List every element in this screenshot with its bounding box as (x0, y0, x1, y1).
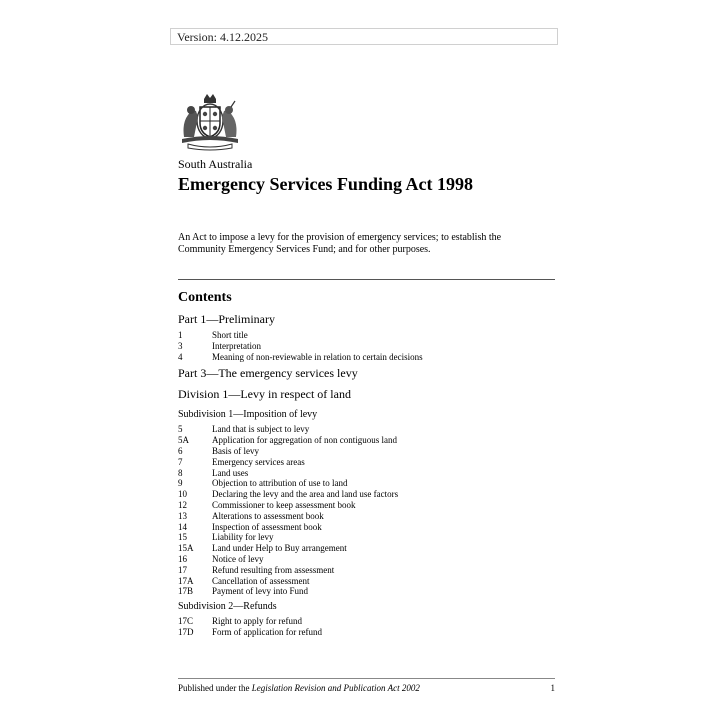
toc-entry[interactable] (178, 330, 555, 341)
toc-subdivision-2-heading[interactable]: Subdivision 2—Refunds (178, 601, 277, 613)
toc-entry-number: 17B (178, 586, 194, 597)
page-number: 1 (550, 683, 555, 693)
toc-entry-number: 3 (178, 340, 183, 351)
divider-top (178, 279, 555, 280)
toc-entry-label: Basis of levy (212, 445, 259, 456)
toc-entry-label: Land uses (212, 467, 249, 478)
toc-part-3-heading[interactable]: Part 3—The emergency services levy (178, 366, 358, 381)
table-of-contents (178, 312, 555, 638)
toc-subdivision-1-list (178, 424, 555, 597)
coat-of-arms-icon (178, 93, 242, 151)
toc-entry-label: Application for aggregation of non contiguous land (212, 435, 397, 446)
toc-entry-label: Land that is subject to levy (212, 424, 310, 435)
toc-entry[interactable] (178, 586, 555, 597)
toc-entry-number: 8 (178, 467, 183, 478)
version-label: Version: 4.12.2025 (170, 28, 558, 45)
toc-entry-label: Liability for levy (212, 532, 274, 543)
toc-entry-number: 4 (178, 351, 183, 362)
toc-entry-label: Meaning of non-reviewable in relation to certain decisions (212, 351, 423, 362)
toc-entry[interactable] (178, 424, 555, 435)
toc-entry[interactable] (178, 478, 555, 489)
toc-part-1-list (178, 330, 555, 362)
toc-entry[interactable] (178, 627, 555, 638)
toc-entry-label: Alterations to assessment book (212, 510, 324, 521)
toc-subdivision-1-heading[interactable]: Subdivision 1—Imposition of levy (178, 409, 318, 421)
page-footer (178, 683, 555, 693)
toc-entry-number: 15A (178, 543, 194, 554)
toc-entry[interactable] (178, 500, 555, 511)
toc-entry-label: Cancellation of assessment (212, 575, 310, 586)
toc-entry[interactable] (178, 616, 555, 627)
toc-entry-label: Declaring the levy and the area and land use factors (212, 489, 399, 500)
toc-entry[interactable] (178, 341, 555, 352)
toc-entry-number: 17 (178, 564, 187, 575)
toc-entry-number: 17C (178, 616, 194, 627)
toc-entry-label: Refund resulting from assessment (212, 564, 335, 575)
toc-entry-number: 5 (178, 424, 183, 435)
footer-prefix: Published under the (178, 683, 252, 693)
toc-entry-label: Payment of levy into Fund (212, 586, 308, 597)
toc-entry-number: 10 (178, 489, 187, 500)
toc-entry[interactable] (178, 554, 555, 565)
toc-entry[interactable] (178, 435, 555, 446)
toc-entry-label: Emergency services areas (212, 456, 305, 467)
toc-part-1-heading[interactable]: Part 1—Preliminary (178, 312, 275, 326)
toc-entry[interactable] (178, 511, 555, 522)
toc-entry[interactable] (178, 522, 555, 533)
toc-entry[interactable] (178, 576, 555, 587)
toc-entry-label: Notice of levy (212, 553, 264, 564)
toc-entry[interactable] (178, 543, 555, 554)
toc-entry[interactable] (178, 352, 555, 363)
toc-entry-number: 17D (178, 626, 194, 637)
toc-division-1-heading[interactable]: Division 1—Levy in respect of land (178, 387, 351, 402)
divider-bottom (178, 678, 555, 679)
toc-entry-label: Right to apply for refund (212, 616, 302, 627)
toc-entry[interactable] (178, 457, 555, 468)
toc-entry-label: Inspection of assessment book (212, 521, 322, 532)
act-title: Emergency Services Funding Act 1998 (178, 174, 473, 194)
toc-entry[interactable] (178, 489, 555, 500)
toc-entry-number: 16 (178, 553, 187, 564)
footer-publication-note (178, 683, 420, 693)
toc-entry-number: 17A (178, 575, 194, 586)
toc-entry-number: 1 (178, 330, 183, 340)
jurisdiction-label: South Australia (178, 157, 253, 171)
footer-act-name[interactable]: Legislation Revision and Publication Act 2002 (251, 683, 420, 693)
toc-entry[interactable] (178, 532, 555, 543)
toc-entry-number: 9 (178, 478, 183, 489)
contents-heading: Contents (178, 290, 232, 305)
toc-entry-label: Objection to attribution of use to land (212, 478, 348, 489)
toc-entry[interactable] (178, 468, 555, 479)
long-title: An Act to impose a levy for the provision of emergency services; to establish the Community Emergency Services Fund; and for other purposes. (178, 232, 502, 255)
toc-entry-number: 12 (178, 499, 187, 510)
toc-entry-number: 6 (178, 445, 183, 456)
toc-entry-label: Land under Help to Buy arrangement (212, 543, 347, 554)
toc-entry[interactable] (178, 446, 555, 457)
toc-entry-label: Interpretation (212, 340, 261, 351)
toc-entry-label: Form of application for refund (212, 626, 322, 637)
toc-entry[interactable] (178, 565, 555, 576)
toc-entry-number: 13 (178, 510, 187, 521)
toc-entry-label: Commissioner to keep assessment book (212, 499, 356, 510)
toc-entry-number: 5A (178, 435, 189, 446)
toc-entry-label: Short title (212, 330, 248, 340)
toc-subdivision-2-list (178, 616, 555, 638)
toc-entry-number: 7 (178, 456, 183, 467)
toc-entry-number: 15 (178, 532, 187, 543)
toc-entry-number: 14 (178, 521, 187, 532)
